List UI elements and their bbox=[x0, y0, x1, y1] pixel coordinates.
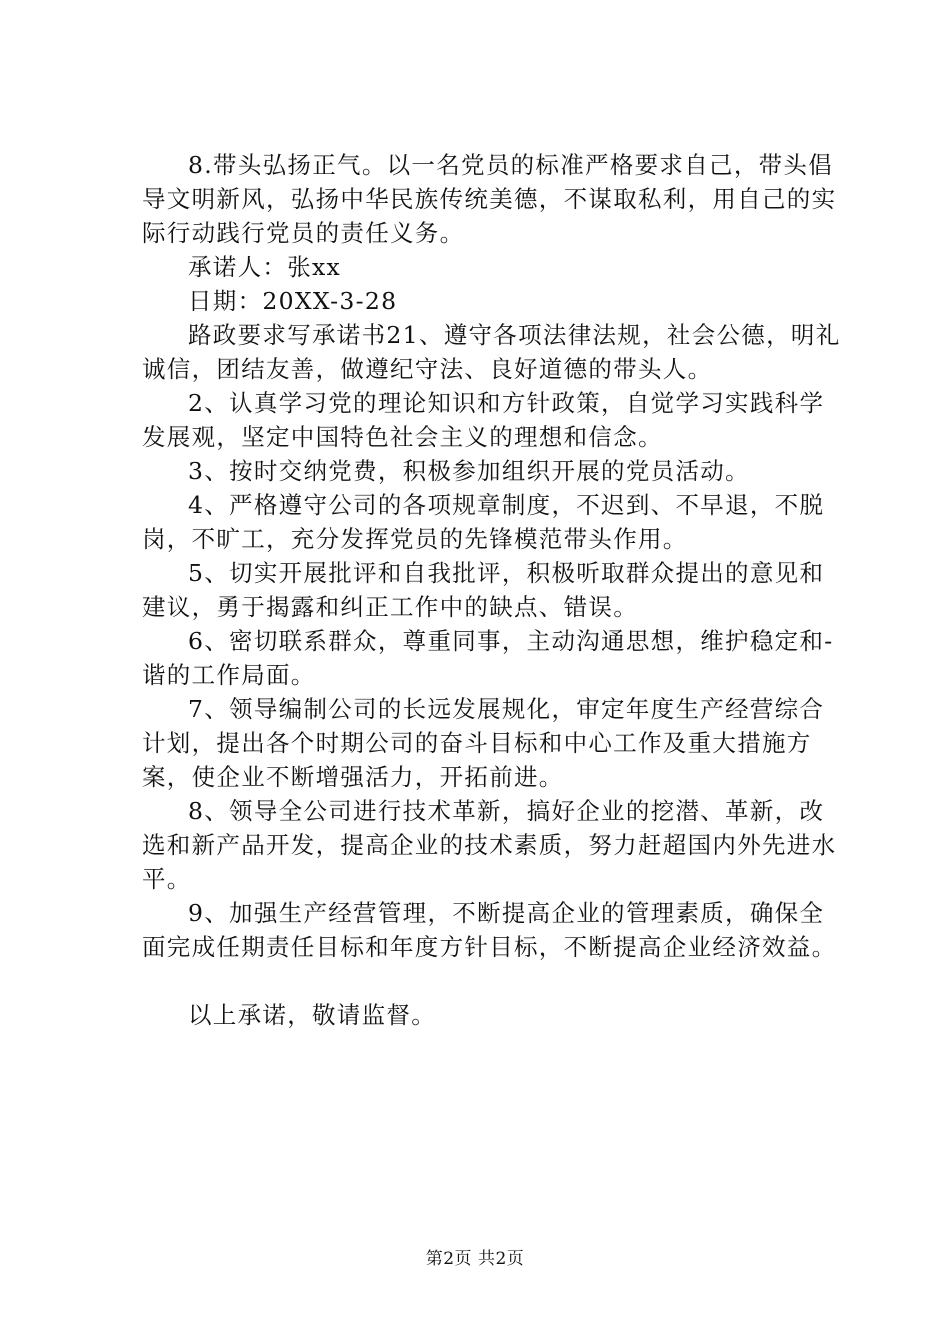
document-body bbox=[142, 148, 842, 1032]
paragraph-item-4: 4、严格遵守公司的各项规章制度，不迟到、不早退，不脱岗，不旷工，充分发挥党员的先锋模范带头作用。 bbox=[142, 491, 825, 553]
paragraph-item-8: 8、领导全公司进行技术革新，搞好企业的挖潜、革新，改选和新产品开发，提高企业的技术素质，努力赶超国内外先进水平。 bbox=[142, 797, 837, 893]
date-line: 日期：20XX-3-28 bbox=[188, 287, 398, 315]
paragraph-item-9: 9、加强生产经营管理，不断提高企业的管理素质，确保全面完成任期责任目标和年度方针目标，不断提高企业经济效益。 bbox=[142, 899, 837, 961]
closing-line: 以上承诺，敬请监督。 bbox=[188, 1001, 436, 1029]
paragraph-item-2: 2、认真学习党的理论知识和方针政策，自觉学习实践科学发展观，坚定中国特色社会主义的理想和信念。 bbox=[142, 389, 825, 451]
paragraph-item-3: 3、按时交纳党费，积极参加组织开展的党员活动。 bbox=[188, 457, 750, 485]
page-footer: 第2页 共2页 bbox=[425, 1249, 525, 1269]
signatory-line: 承诺人：张xx bbox=[188, 253, 342, 281]
paragraph-item-1: 路政要求写承诺书21、遵守各项法律法规，社会公德，明礼诚信，团结友善，做遵纪守法、良好道德的带头人。 bbox=[142, 321, 841, 383]
paragraph-item-5: 5、切实开展批评和自我批评，积极听取群众提出的意见和建议，勇于揭露和纠正工作中的缺点、错误。 bbox=[142, 559, 825, 621]
paragraph-item-8-lead: 8.带头弘扬正气。以一名党员的标准严格要求自己，带头倡导文明新风，弘扬中华民族传统美德，不谋取私利，用自己的实际行动践行党员的责任义务。 bbox=[142, 151, 837, 247]
paragraph-item-6: 6、密切联系群众，尊重同事，主动沟通思想，维护稳定和-谐的工作局面。 bbox=[142, 627, 834, 689]
paragraph-item-7: 7、领导编制公司的长远发展规化，审定年度生产经营综合计划，提出各个时期公司的奋斗目标和中心工作及重大措施方案，使企业不断增强活力，开拓前进。 bbox=[142, 695, 825, 791]
